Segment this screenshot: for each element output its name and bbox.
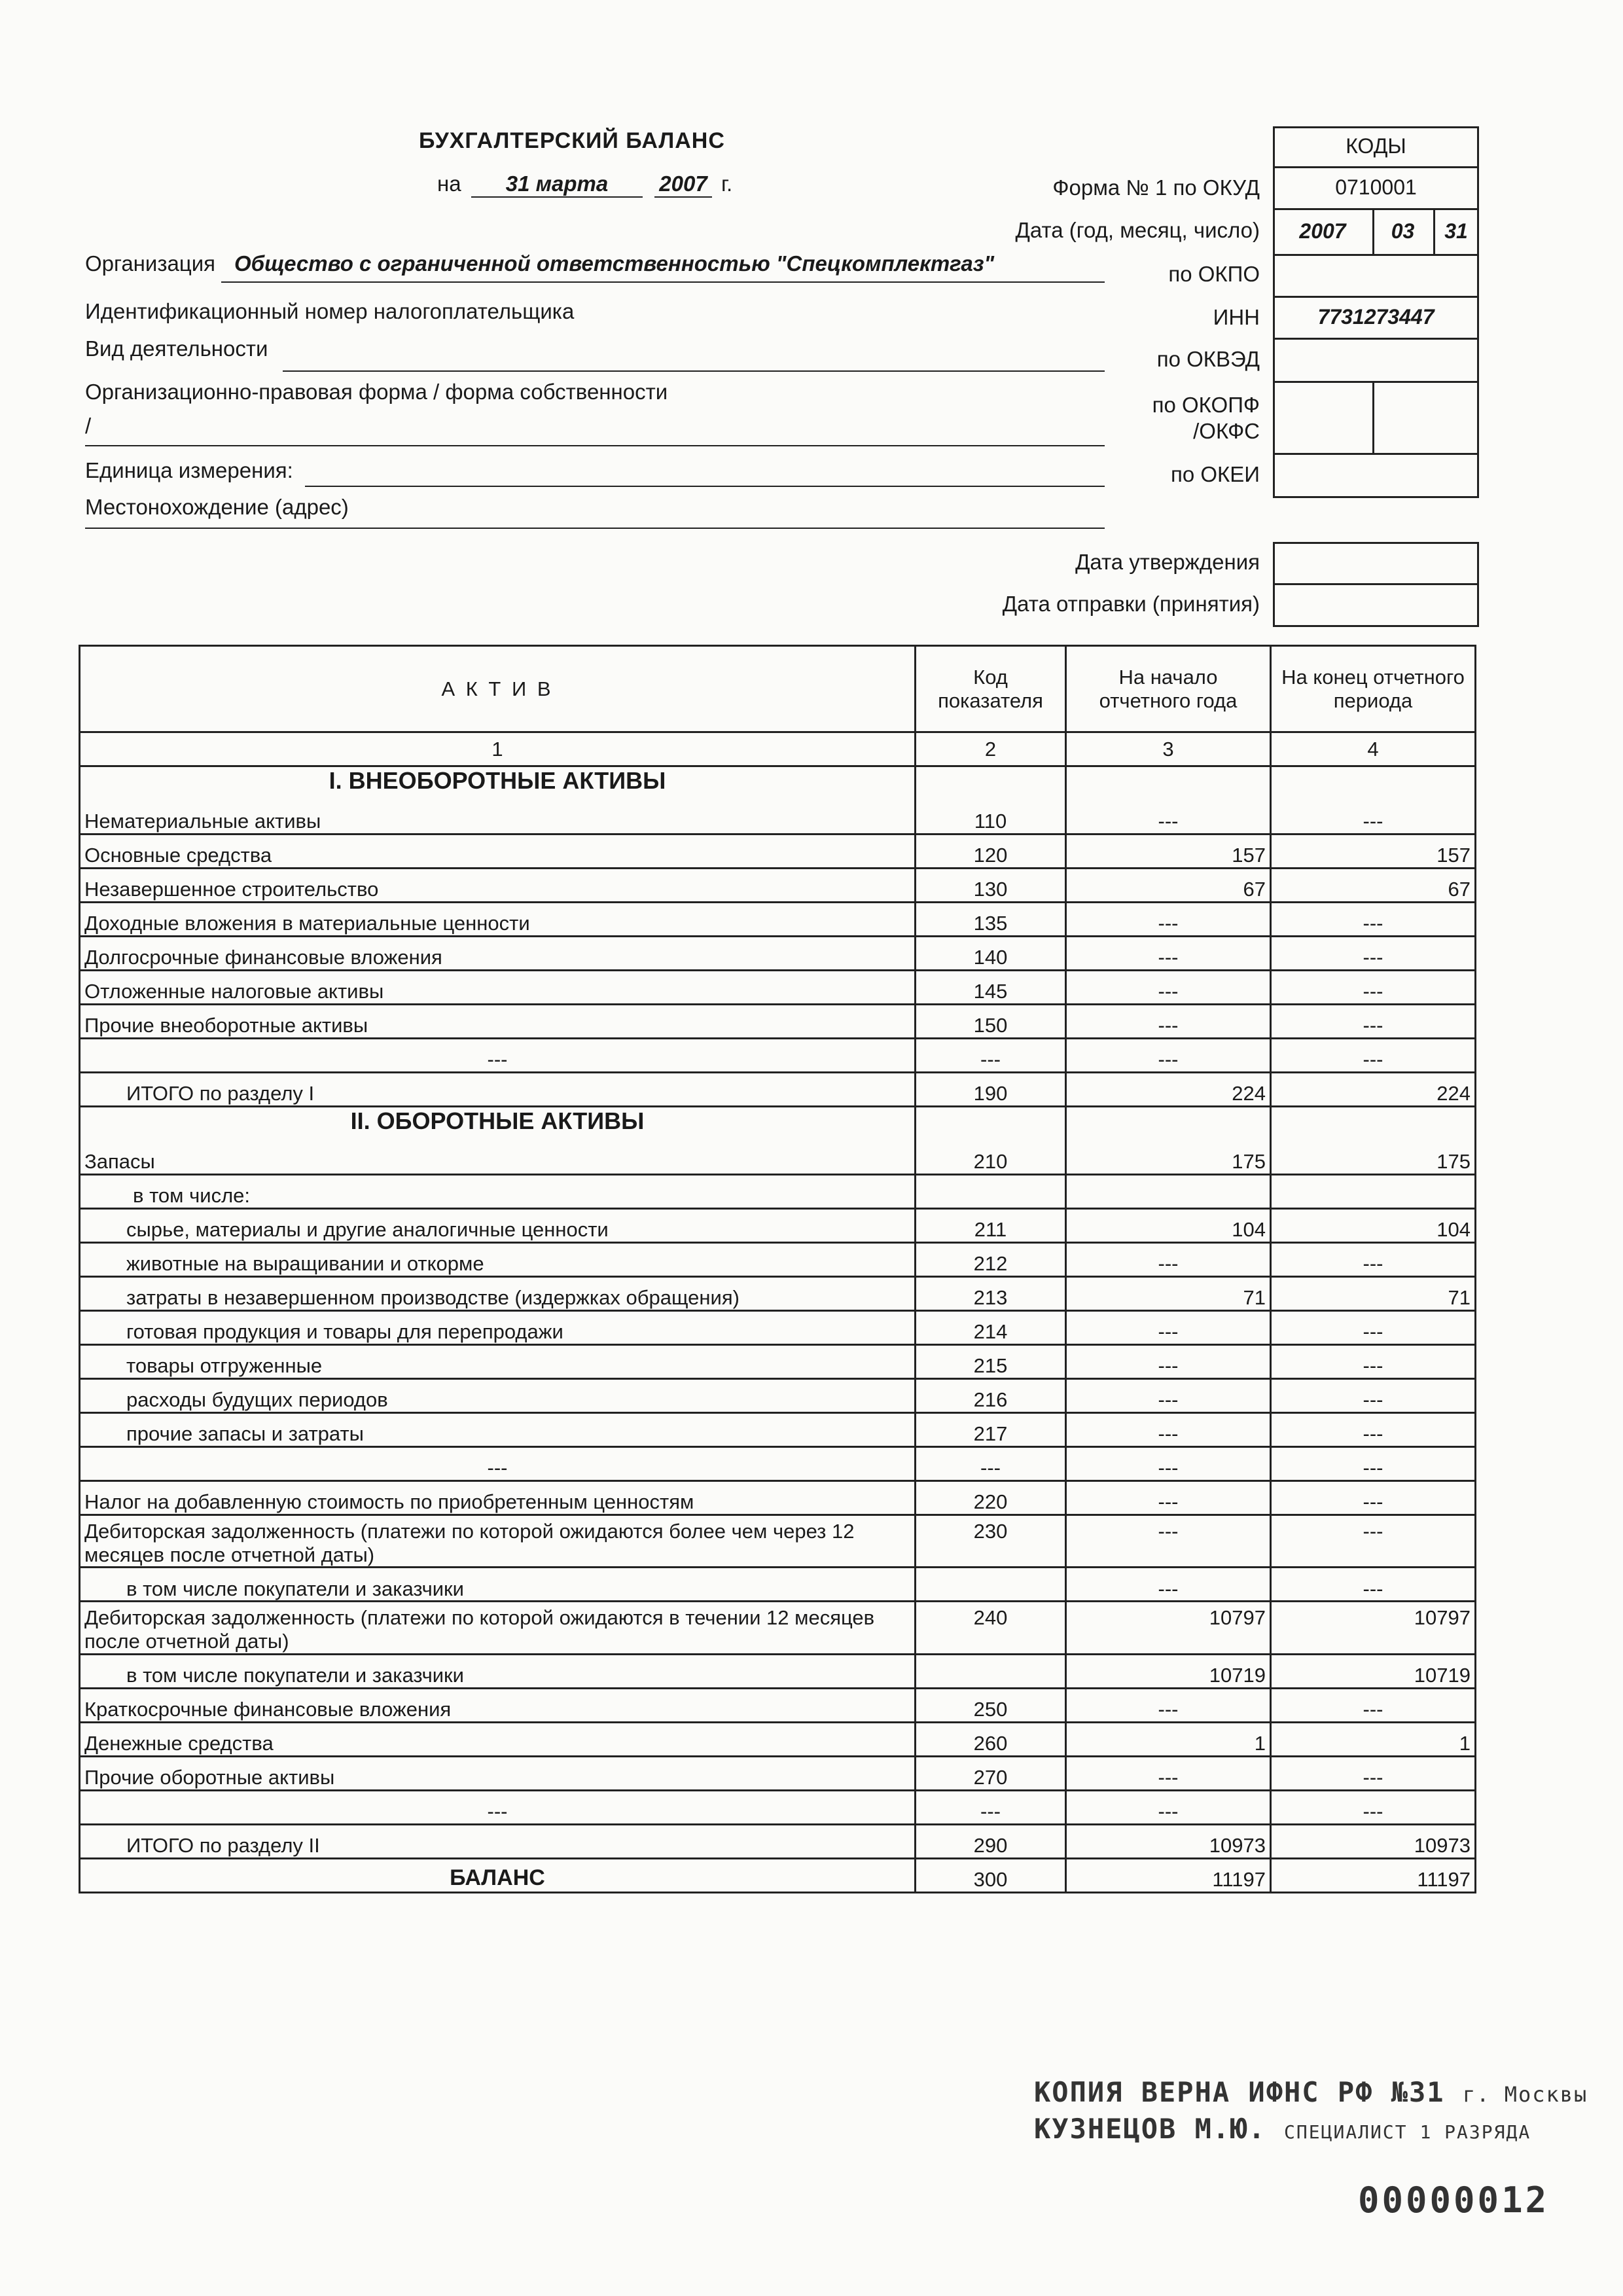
- okfs-label: /ОКФС: [1193, 419, 1260, 443]
- table-row: Дебиторская задолженность (платежи по которой ожидаются более чем через 12 месяцев после отчетной даты) 230 --- ---: [80, 1515, 1476, 1568]
- col-number: 2: [916, 732, 1066, 766]
- header-start: На начало отчетного года: [1066, 646, 1271, 732]
- address-label: Местонохождение (адрес): [85, 495, 349, 519]
- table-row: Краткосрочные финансовые вложения 250 --- ---: [80, 1688, 1476, 1722]
- unit-line: [305, 486, 1105, 487]
- col-number: 4: [1271, 732, 1476, 766]
- table-row: Дебиторская задолженность (платежи по которой ожидаются в течении 12 месяцев после отчетной даты) 240 10797 10797: [80, 1602, 1476, 1654]
- table-row: --- --- --- ---: [80, 1790, 1476, 1824]
- unit-label: Единица измерения:: [85, 458, 293, 482]
- legal-form-label: Организационно-правовая форма / форма собственности: [85, 380, 668, 404]
- table-row-balance: БАЛАНС 300 11197 11197: [80, 1858, 1476, 1892]
- legal-form-value: /: [85, 414, 92, 438]
- taxpayer-id-label: Идентификационный номер налогоплательщика: [85, 299, 575, 323]
- stamp-line1-main: КОПИЯ ВЕРНА ИФНС РФ №31: [1034, 2076, 1445, 2108]
- table-row: товары отгруженные 215 --- ---: [80, 1345, 1476, 1379]
- header-end: На конец отчетного периода: [1271, 646, 1476, 732]
- section-title: I. ВНЕОБОРОТНЫЕ АКТИВЫ: [80, 766, 916, 800]
- table-row-total: ИТОГО по разделу II 290 10973 10973: [80, 1824, 1476, 1858]
- table-row-total: ИТОГО по разделу I 190 224 224: [80, 1073, 1476, 1107]
- header-code: Код показателя: [916, 646, 1066, 732]
- okud-label: Форма № 1 по ОКУД: [1052, 175, 1260, 200]
- stamp-line2-small: СПЕЦИАЛИСТ 1 РАЗРЯДА: [1284, 2121, 1531, 2143]
- sent-date-label: Дата отправки (принятия): [1002, 592, 1260, 616]
- section-title: II. ОБОРОТНЫЕ АКТИВЫ: [80, 1107, 916, 1141]
- codes-heading: КОДЫ: [1346, 134, 1406, 158]
- stamp-line2-main: КУЗНЕЦОВ М.Ю.: [1034, 2113, 1266, 2145]
- table-row: в том числе покупатели и заказчики --- ---: [80, 1568, 1476, 1602]
- table-row: готовая продукция и товары для перепродажи 214 --- ---: [80, 1311, 1476, 1345]
- approval-date-label: Дата утверждения: [1075, 550, 1260, 574]
- inn-code-label: ИНН: [1213, 305, 1260, 329]
- table-row: сырье, материалы и другие аналогичные ценности 211 104 104: [80, 1209, 1476, 1243]
- date-code-day: 31: [1444, 219, 1468, 243]
- table-row: Отложенные налоговые активы 145 --- ---: [80, 971, 1476, 1005]
- table-row: --- --- --- ---: [80, 1039, 1476, 1073]
- table-row: Налог на добавленную стоимость по приобретенным ценностям 220 --- ---: [80, 1481, 1476, 1515]
- activity-label: Вид деятельности: [85, 336, 268, 361]
- table-row: Основные средства 120 157 157: [80, 834, 1476, 869]
- date-code-month: 03: [1391, 219, 1415, 243]
- document-title: БУХГАЛТЕРСКИЙ БАЛАНС: [419, 128, 725, 153]
- table-row: Незавершенное строительство 130 67 67: [80, 869, 1476, 903]
- activity-line: [283, 370, 1105, 372]
- stamp-line1-small: г. Москвы: [1462, 2082, 1588, 2107]
- table-row: прочие запасы и затраты 217 --- ---: [80, 1413, 1476, 1447]
- table-row: расходы будущих периодов 216 --- ---: [80, 1379, 1476, 1413]
- table-row: в том числе:: [80, 1175, 1476, 1209]
- table-row: Прочие внеоборотные активы 150 --- ---: [80, 1005, 1476, 1039]
- date-code-label: Дата (год, месяц, число): [1015, 218, 1260, 242]
- table-row: Запасы 210 175 175: [80, 1141, 1476, 1175]
- table-row: Доходные вложения в материальные ценности 135 --- ---: [80, 903, 1476, 937]
- okud-code: 0710001: [1335, 175, 1417, 199]
- org-name: Общество с ограниченной ответственностью "Спецкомплектгаз": [234, 251, 995, 276]
- table-row: Долгосрочные финансовые вложения 140 --- ---: [80, 937, 1476, 971]
- address-line: [85, 528, 1105, 529]
- header-asset: А К Т И В: [80, 646, 916, 732]
- okpo-label: по ОКПО: [1168, 262, 1260, 286]
- date-code-year: 2007: [1299, 219, 1346, 243]
- col-number: 3: [1066, 732, 1271, 766]
- balance-table: [79, 645, 1476, 1893]
- col-number: 1: [80, 732, 916, 766]
- page-number: 00000012: [1358, 2179, 1550, 2221]
- okei-label: по ОКЕИ: [1170, 462, 1260, 486]
- okved-label: по ОКВЭД: [1156, 347, 1260, 371]
- table-row: Денежные средства 260 1 1: [80, 1722, 1476, 1756]
- table-row: Нематериальные активы 110 --- ---: [80, 800, 1476, 834]
- date-year: 2007: [654, 171, 712, 198]
- org-label: Организация: [85, 251, 216, 276]
- date-suffix: г.: [721, 171, 733, 196]
- table-row: Прочие оборотные активы 270 --- ---: [80, 1756, 1476, 1790]
- certification-stamp: [1034, 2076, 1588, 2108]
- date-day-month: 31 марта: [471, 171, 643, 198]
- inn-code-value: 7731273447: [1317, 304, 1435, 329]
- table-row: животные на выращивании и откорме 212 --- ---: [80, 1243, 1476, 1277]
- legal-form-line: [85, 445, 1105, 446]
- table-row: в том числе покупатели и заказчики 10719 10719: [80, 1654, 1476, 1688]
- table-row: затраты в незавершенном производстве (издержках обращения) 213 71 71: [80, 1277, 1476, 1311]
- date-prefix: на: [437, 171, 461, 196]
- table-row: --- --- --- ---: [80, 1447, 1476, 1481]
- okopf-label: по ОКОПФ: [1152, 393, 1260, 417]
